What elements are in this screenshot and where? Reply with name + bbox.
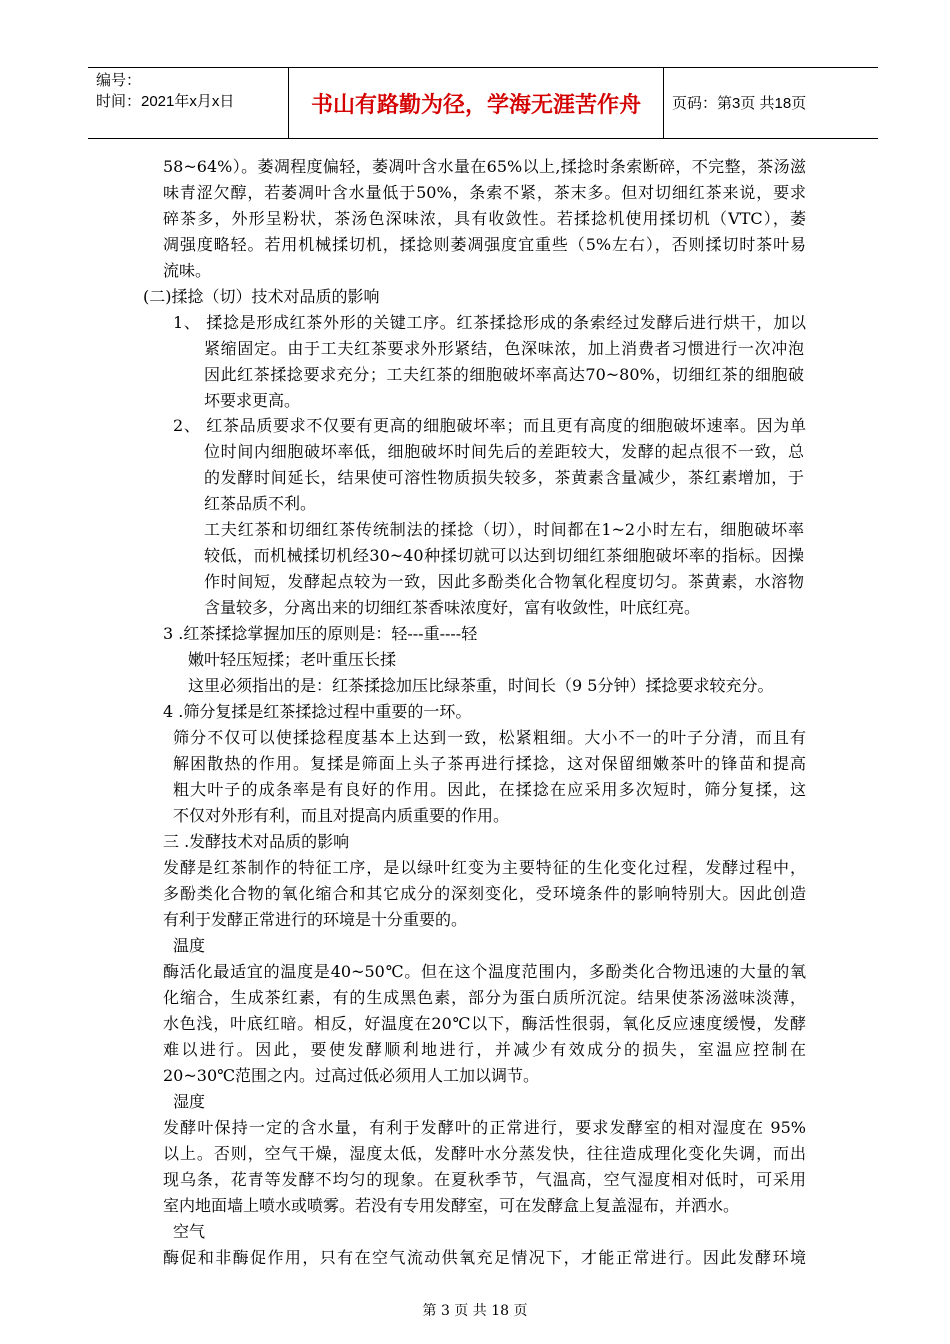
- text-line: 筛分不仅可以使揉捻程度基本上达到一致，松紧粗细。大小不一的叶子分清，而且有: [173, 728, 806, 747]
- section-heading: 4 .筛分复揉是红茶揉捻过程中重要的一环。: [163, 702, 472, 721]
- section-heading: 三 .发酵技术对品质的影响: [163, 832, 350, 851]
- text-line: 多酚类化合物的氧化缩合和其它成分的深刻变化，受环境条件的影响特别大。因此创造: [163, 884, 806, 903]
- text-line: 有利于发酵正常进行的环境是十分重要的。: [163, 910, 468, 929]
- text-line: 不仅对外形有利，而且对提高内质重要的作用。: [173, 806, 510, 825]
- text-line: 紧缩固定。由于工夫红茶要求外形紧结，色深味浓，加上消费者习惯进行一次冲泡: [204, 339, 804, 358]
- text-line: 含量较多，分离出来的切细红茶香味浓度好，富有收敛性，叶底红亮。: [204, 598, 701, 617]
- header-motto: 书山有路勤为径，学海无涯苦作舟: [288, 68, 664, 138]
- text-line: 红茶品质不利。: [204, 494, 317, 513]
- text-line: 味青涩欠醇，若萎凋叶含水量低于50%，条索不紧，茶末多。但对切细红茶来说，要求: [163, 183, 806, 202]
- text-line: 解困散热的作用。复揉是筛面上头子茶再进行揉捻，这对保留细嫩茶叶的锋苗和提高: [173, 754, 806, 773]
- text-line: 1、 揉捻是形成红茶外形的关键工序。红茶揉捻形成的条索经过发酵后进行烘干，加以: [173, 313, 806, 332]
- subheading: 温度: [173, 936, 206, 955]
- text-line: 发酵是红茶制作的特征工序，是以绿叶红变为主要特征的生化变化过程，发酵过程中，: [163, 858, 806, 877]
- text-line: 碎茶多，外形呈粉状，茶汤色深味浓，具有收敛性。若揉捻机使用揉切机（VTC），萎: [163, 209, 806, 228]
- page-footer: 第 3 页 共 18 页: [422, 1303, 528, 1319]
- text-line: 酶活化最适宜的温度是40~50℃。但在这个温度范围内，多酚类化合物迅速的大量的氧: [163, 962, 806, 981]
- text-line: 因此红茶揉捻要求充分；工夫红茶的细胞破坏率高达70~80%，切细红茶的细胞破: [204, 365, 804, 384]
- text-line: 坏要求更高。: [204, 391, 301, 410]
- text-line: 较低，而机械揉切机经30~40种揉切就可以达到切细红茶细胞破坏率的指标。因操: [204, 546, 804, 565]
- text-line: 2、 红茶品质要求不仅要有更高的细胞破坏率；而且更有高度的细胞破坏速率。因为单: [173, 416, 806, 435]
- text-line: 作时间短，发酵起点较为一致，因此多酚类化合物氧化程度切匀。茶黄素，水溶物: [204, 572, 804, 591]
- text-line: 酶促和非酶促作用，只有在空气流动供氧充足情况下，才能正常进行。因此发酵环境: [163, 1248, 806, 1267]
- text-line: 室内地面墙上喷水或喷雾。若没有专用发酵室，可在发酵盒上复盖湿布，并洒水。: [163, 1196, 740, 1215]
- text-line: 粗大叶子的成条率是有良好的作用。因此，在揉捻在应采用多次短时，筛分复揉，这: [173, 780, 806, 799]
- text-line: 嫩叶轻压短揉；老叶重压长揉: [188, 650, 397, 669]
- header-meta: [96, 70, 286, 112]
- text-line: 工夫红茶和切细红茶传统制法的揉捻（切），时间都在1~2小时左右，细胞破坏率: [204, 520, 804, 539]
- subheading: 空气: [173, 1222, 206, 1241]
- text-line: 58~64%）。萎凋程度偏轻，萎凋叶含水量在65%以上,揉捻时条索断碎，不完整，茶汤滋: [163, 157, 806, 176]
- header-page: 页码：第3页 共18页: [672, 95, 807, 112]
- text-line: 发酵叶保持一定的含水量，有利于发酵叶的正常进行，要求发酵室的相对湿度在 95%: [163, 1118, 806, 1137]
- text-line: 水色浅，叶底红暗。相反，好温度在20℃以下，酶活性很弱，氧化反应速度缓慢，发酵: [163, 1014, 806, 1033]
- text-line: 化缩合，生成茶红素，有的生成黑色素，部分为蛋白质所沉淀。结果使茶汤滋味淡薄，: [163, 988, 806, 1007]
- text-line: 位时间内细胞破坏率低，细胞破坏时间先后的差距较大，发酵的起点很不一致，总: [204, 442, 804, 461]
- text-line: 凋强度略轻。若用机械揉切机，揉捻则萎凋强度宜重些（5%左右），否则揉切时茶叶易: [163, 235, 806, 254]
- subheading: 湿度: [173, 1092, 206, 1111]
- text-line: 的发酵时间延长，结果使可溶性物质损失较多，茶黄素含量减少，茶红素增加，于: [204, 468, 804, 487]
- text-line: 现乌条，花青等发酵不均匀的现象。在夏秋季节，气温高，空气湿度相对低时，可采用: [163, 1170, 806, 1189]
- header-number: 编号：: [96, 72, 142, 89]
- section-heading: 3 .红茶揉捻掌握加压的原则是：轻---重----轻: [163, 624, 478, 643]
- text-line: 这里必须指出的是：红茶揉捻加压比绿茶重，时间长（9 5分钟）揉捻要求较充分。: [188, 676, 774, 695]
- text-line: 流味。: [163, 261, 212, 280]
- text-line: 以上。否则，空气干燥，湿度太低，发酵叶水分蒸发快，往往造成理化变化失调，而出: [163, 1144, 806, 1163]
- text-line: 20~30℃范围之内。过高过低必须用人工加以调节。: [163, 1066, 540, 1085]
- section-heading: (二)揉捻（切）技术对品质的影响: [143, 287, 380, 306]
- text-line: 难以进行。因此，要使发酵顺利地进行，并减少有效成分的损失，室温应控制在: [163, 1040, 806, 1059]
- header-time: 时间：2021年x月x日: [96, 93, 235, 110]
- page-header: [88, 67, 878, 139]
